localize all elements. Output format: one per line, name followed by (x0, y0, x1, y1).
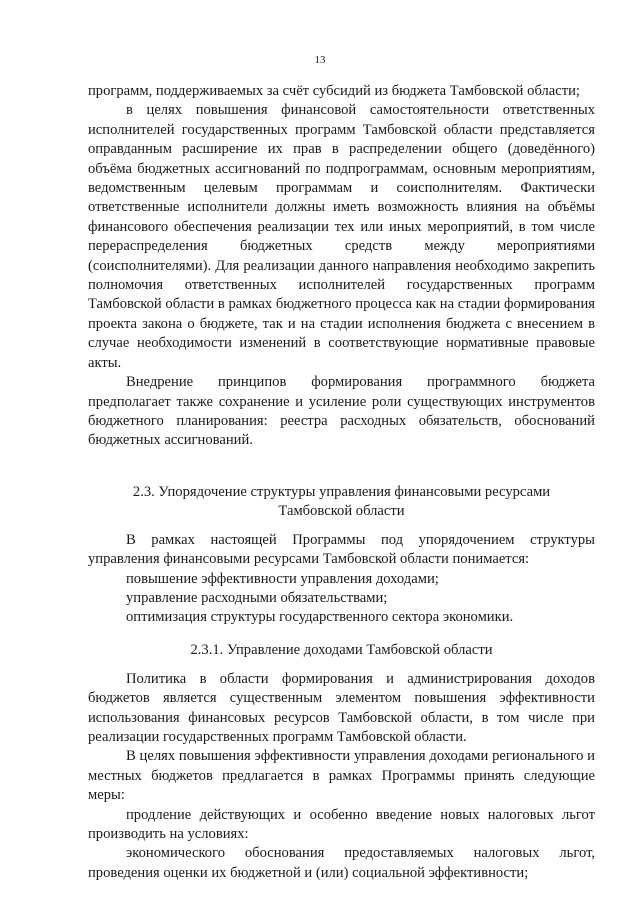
list-item: управление расходными обязательствами; (126, 589, 388, 606)
list-item: повышение эффективности управления доходами; (126, 570, 439, 587)
section-heading-2-3-1: 2.3.1. Управление доходами Тамбовской области (190, 641, 493, 658)
paragraph-program-budget: Внедрение принципов формирования программного бюджета предполагает также сохранение и усиление роли существующих инструментов бюджетного планирования: реестра расходных обязательств, обоснований бюджетных ассигнований. (88, 374, 595, 449)
paragraph-economic-justification: экономического обоснования предоставляемых налоговых льгот, проведения оценки их бюджетной и (или) социальной эффективности; (88, 845, 595, 881)
paragraph-financial-independence: в целях повышения финансовой самостоятельности ответственных исполнителей государственных программ Тамбовской области представляется оправданным расширение их прав в распределении общего (доведённого) объёма бюджетных ассигнований по подпрограммам, основным мероприятиям, ведомственным целевым программам и соисполнителям. Фактически ответственные исполнители должны иметь возможность влияния на объёмы финансового обеспечения реализации тех или иных мероприятий, в том числе перераспределения бюджетных средств между мероприятиями (соисполнителями). Для реализации данного направления необходимо закрепить полномочия ответственных исполнителей государственных программ Тамбовской области в рамках бюджетного процесса как на стадии формирования проекта закона о бюджете, так и на стадии исполнения бюджета с внесением в случае необходимости изменений в соответствующие нормативные правовые акты. (88, 102, 595, 371)
page-number: 13 (314, 54, 326, 66)
list-item: оптимизация структуры государственного сектора экономики. (126, 609, 514, 626)
paragraph-efficiency-measures: В целях повышения эффективности управления доходами регионального и местных бюджетов предлагается в рамках Программы принять следующие меры: (88, 748, 595, 804)
paragraph-income-policy: Политика в области формирования и администрирования доходов бюджетов является существенным элементом повышения эффективности использования финансовых ресурсов Тамбовской области, в том числе при реализации государственных программ Тамбовской области. (88, 670, 595, 745)
document-body (88, 82, 595, 883)
paragraph-tax-benefits: продление действующих и особенно введение новых налоговых льгот производить на условиях: (88, 806, 595, 842)
section-2-3-intro: В рамках настоящей Программы под упорядочением структуры управления финансовыми ресурсами Тамбовской области понимается: (88, 531, 595, 568)
paragraph-continuation: программ, поддерживаемых за счёт субсидий из бюджета Тамбовской области; (88, 83, 580, 99)
section-heading-2-3: 2.3. Упорядочение структуры управления финансовыми ресурсами Тамбовской области (132, 483, 551, 519)
